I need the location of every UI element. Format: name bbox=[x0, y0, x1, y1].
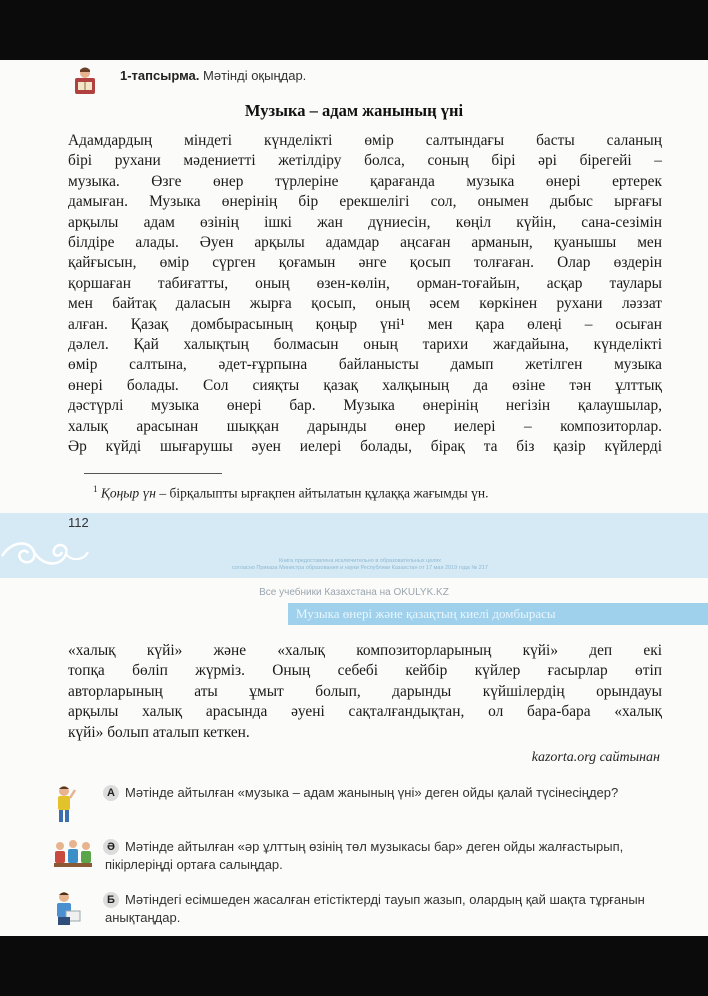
footnote-definition: – бірқалыпты ырғақпен айтылатын құлаққа жағымды үн. bbox=[156, 485, 489, 501]
group-discussion-icon bbox=[52, 836, 94, 874]
continued-paragraph bbox=[68, 641, 662, 743]
text-line: күйі» болып аталып кеткен. bbox=[68, 723, 250, 741]
text-title: Музыка – адам жанының үні bbox=[244, 101, 464, 120]
page-number: 112 bbox=[68, 515, 89, 530]
text-line: Адамдардың міндеті күнделікті өмір салтындағы басты саланың bbox=[68, 132, 662, 149]
stamp-line: Книга предоставлена исключительно в образовательных целях bbox=[278, 558, 442, 564]
question-letter: Ә bbox=[103, 839, 119, 855]
text-line: дамыған. Музыка өнерінің бір ерекшелігі сол, онымен дыбыс ырғағы bbox=[68, 193, 662, 211]
text-line: музыка. Өзге өнер түрлеріне қарағанда музыка өнері ертерек bbox=[68, 172, 662, 190]
thinking-child-icon bbox=[50, 784, 78, 824]
text-line: өмір салтына, әдет-ғұрпына байланысты дамып жетілген музыка bbox=[68, 356, 662, 374]
text-line: білдіре алады. Әуен арқылы адамдар аңсаған арманын, қуанышы мен bbox=[68, 234, 662, 252]
footnote-mark: 1 bbox=[93, 484, 98, 494]
question-text: Мәтінде айтылған «әр ұлттың өзінің төл музыкасы бар» деген ойды жалғастырып, пікірлеріңді ортаға салыңдар. bbox=[105, 839, 624, 872]
text-line: арқылы халық арасында әуені сақталғандықтан, ол бара-бара «халық bbox=[68, 703, 662, 721]
swirl-ornament-icon bbox=[0, 530, 90, 574]
watermark-text: Все учебники Казахстана на OKULYK.KZ bbox=[259, 587, 449, 598]
question-text: Мәтінде айтылған «музыка – адам жанының үні» деген ойды қалай түсінесіңдер? bbox=[125, 785, 619, 800]
reading-figure-icon bbox=[72, 66, 98, 96]
text-line: дәстүрлі музыка өнері бар. Музыка өнерінің негізін қалаушылар, bbox=[68, 397, 662, 415]
task-heading bbox=[120, 68, 306, 83]
usage-stamp bbox=[170, 558, 550, 572]
task-instruction: Мәтінді оқыңдар. bbox=[203, 68, 307, 83]
stamp-line: согласно Приказа Министра образования и науки Республики Казахстан от 17 мая 2019 года № 217 bbox=[232, 565, 488, 571]
text-line: топқа бөліп жүрміз. Оның себебі кейбір күйлер ғасырлар өтіп bbox=[68, 662, 662, 680]
text-line: қоршаған табиғатты, оның өзен-көлін, орман-тоғайын, асқар таулары bbox=[68, 274, 662, 292]
text-line: мен байтақ даласын жырға қосып, оның әсем көркінен рухани ләззат bbox=[68, 295, 662, 313]
footnote bbox=[93, 484, 488, 502]
source-citation: kazorta.org сайтынан bbox=[531, 750, 660, 765]
main-paragraph bbox=[68, 131, 662, 458]
task-label: 1-тапсырма. bbox=[120, 68, 200, 83]
footnote-divider bbox=[84, 473, 222, 474]
footnote-term: Қоңыр үн bbox=[100, 485, 157, 501]
writing-child-icon bbox=[52, 889, 82, 927]
text-line: өнері болады. Сол сияқты қазақ халқының да өзіне тән ұлттық bbox=[68, 376, 662, 394]
question-text: Мәтіндегі есімшеден жасалған етістіктерді тауып жазып, олардың қай шақта тұрғанын анықтаңдар. bbox=[105, 892, 645, 925]
text-line: алған. Қазақ домбырасының қоңыр үні¹ мен қара өлеңі – осыған bbox=[68, 315, 662, 333]
text-line: қайғысын, өмір сүрген қоғамын әнге қосып толғаған. Олар өздерін bbox=[68, 254, 662, 272]
text-line: Әр күйді шығарушы әуен иелері болады, бірақ та біз қазір күйлерді bbox=[68, 438, 662, 456]
section-header: Музыка өнері және қазақтың киелі домбырасы bbox=[296, 606, 556, 621]
text-line: арқылы адам өзінің ішкі жан дүниесін, көңіл күйін, сана-сезімін bbox=[68, 213, 662, 231]
text-line: авторларының аты ұмыт болып, дарынды күйшілердің орындауы bbox=[68, 682, 662, 700]
text-line: халық арасынан шыққан дарынды өнер иелері – композиторлар. bbox=[68, 417, 662, 435]
question-letter: А bbox=[103, 785, 119, 801]
text-line: бірі рухани мәдениетті жетілдіру болса, соның бірі әрі бірегейі – bbox=[68, 152, 662, 170]
text-line: «халық күйі» және «халық композиторларының күйі» деп екі bbox=[68, 642, 662, 659]
section-header-band bbox=[288, 603, 708, 625]
text-line: дәлел. Қай халықтың болмасын оның тарихи жағдайына, күнделікті bbox=[68, 336, 662, 354]
question-letter: Б bbox=[103, 892, 119, 908]
